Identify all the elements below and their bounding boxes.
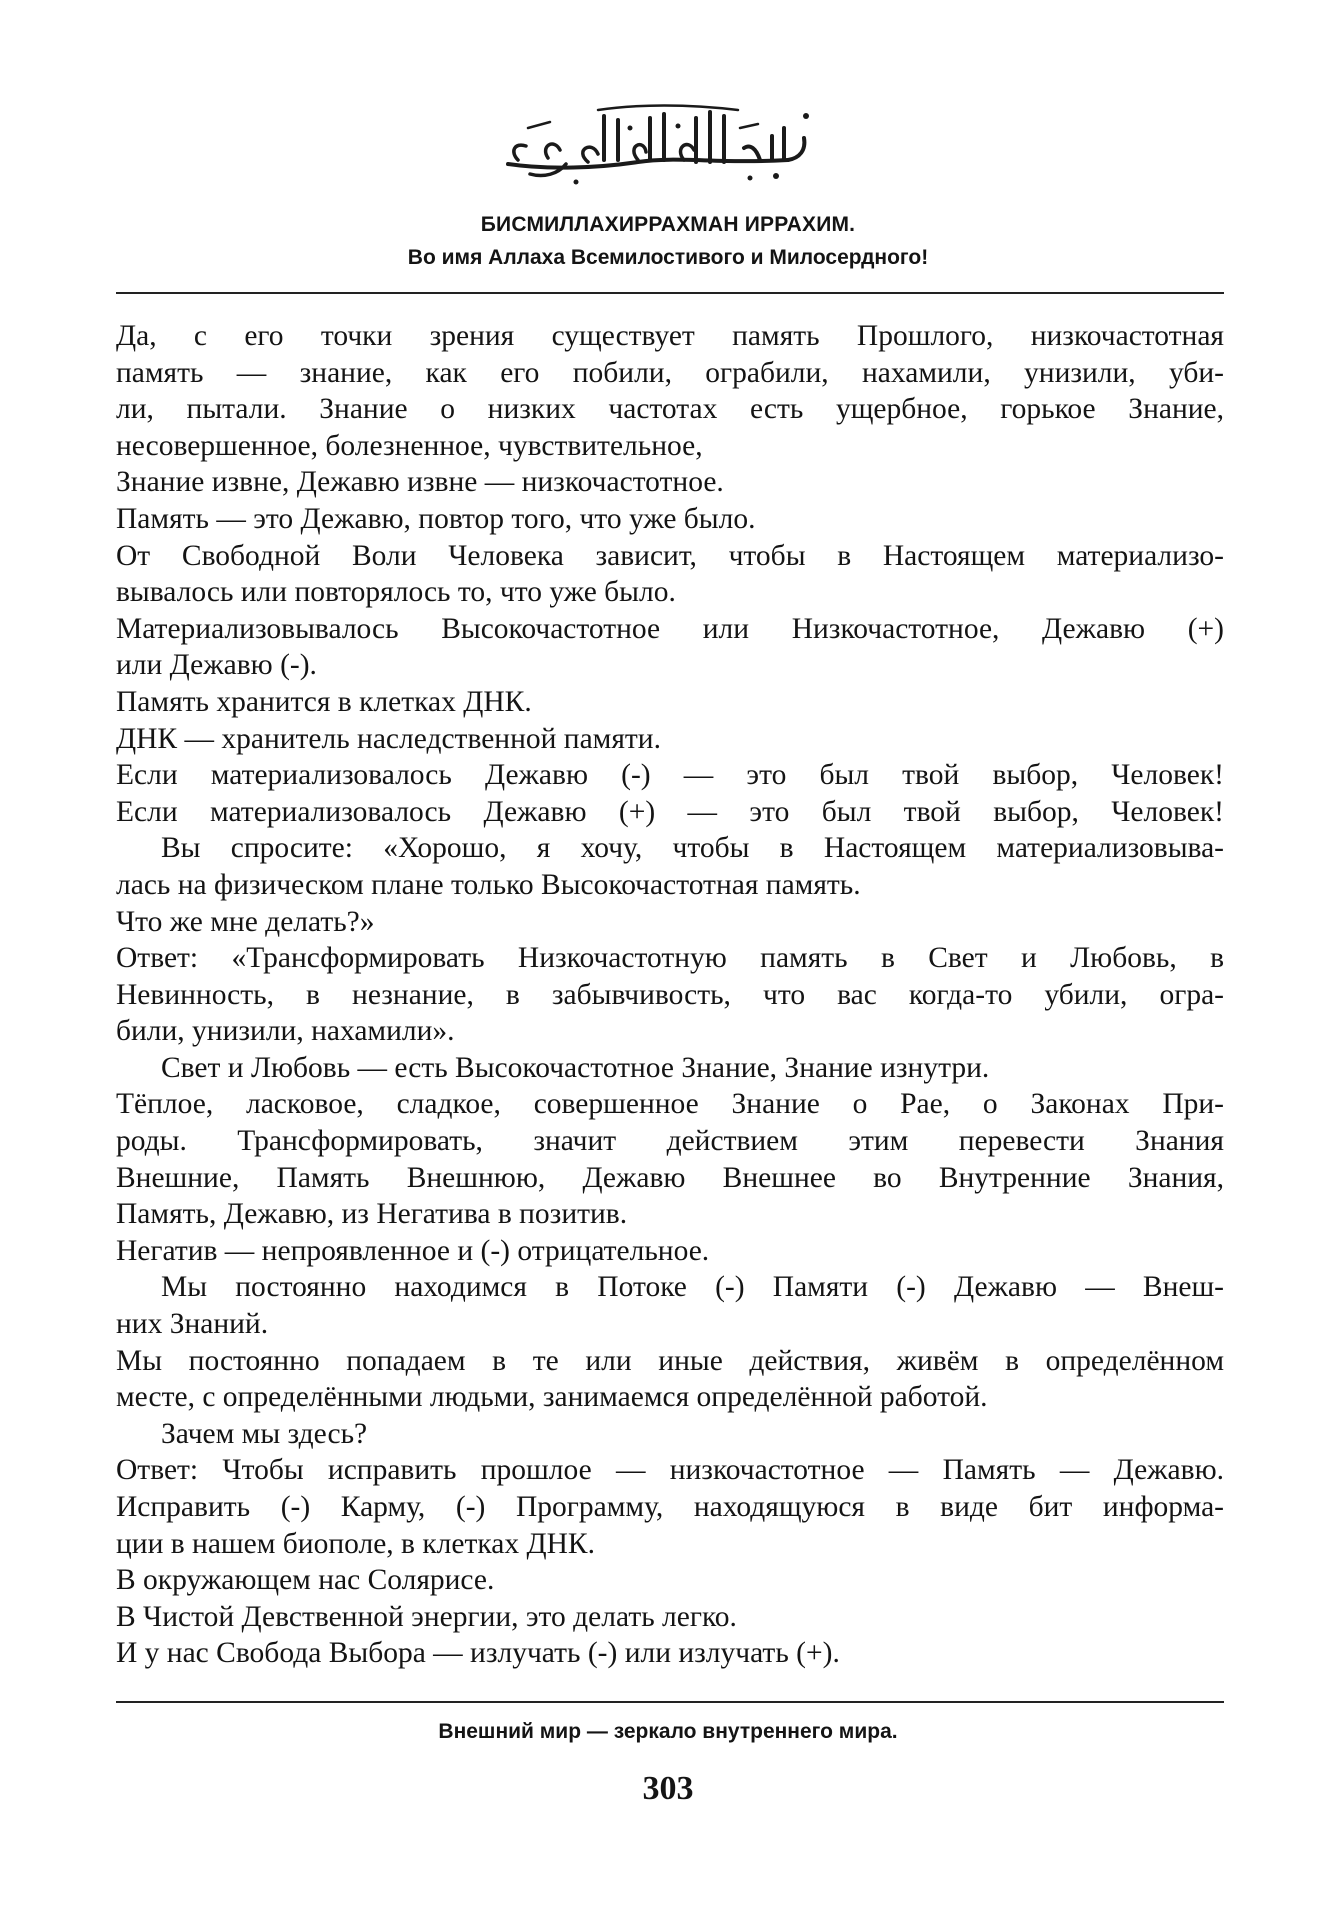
text-line: лась на физическом плане только Высокочастотная память. (116, 868, 861, 901)
text-line: От Свободной Воли Человека зависит, чтобы в Настоящем материализо- (116, 539, 1224, 572)
text-line: Материализовывалось Высокочастотное или Низкочастотное, Дежавю (+) (116, 612, 1224, 645)
page-number: 303 (642, 1770, 694, 1807)
text-line: Негатив — непроявленное и (-) отрицательное. (116, 1234, 710, 1267)
text-line: Память, Дежавю, из Негатива в позитив. (116, 1198, 628, 1231)
text-line: ли, пытали. Знание о низких частотах есть ущербное, горькое Знание, (116, 393, 1224, 426)
header-subtitle: Во имя Аллаха Всемилостивого и Милосердного! (407, 246, 929, 269)
text-line: Ответ: «Трансформировать Низкочастотную память в Свет и Любовь, в (116, 942, 1224, 975)
text-line: Тёплое, ласковое, сладкое, совершенное Знание о Рае, о Законах При- (116, 1088, 1224, 1121)
text-line: Если материализовалось Дежавю (+) — это был твой выбор, Человек! (116, 795, 1224, 828)
bismillah-calligraphy (488, 98, 828, 190)
bismillah-calligraphy-icon (488, 98, 828, 190)
text-line: Зачем мы здесь? (161, 1417, 368, 1450)
text-line: ДНК — хранитель наследственной памяти. (116, 722, 661, 755)
text-line: Невинность, в незнание, в забывчивость, что вас когда-то убили, огра- (116, 978, 1224, 1011)
text-line: Если материализовалось Дежавю (-) — это был твой выбор, Человек! (116, 759, 1224, 792)
text-line: били, унизили, нахамили». (116, 1015, 455, 1048)
text-line: память — знание, как его побили, ограбили, нахамили, унизили, уби- (116, 356, 1224, 389)
text-line: Память — это Дежавю, повтор того, что уже было. (116, 502, 756, 535)
text-line: несовершенное, болезненное, чувствительное, (116, 429, 703, 462)
text-line: Мы постоянно попадаем в те или иные действия, живём в определённом (116, 1344, 1224, 1377)
text-line: Знание извне, Дежавю извне — низкочастотное. (116, 466, 724, 499)
text-line: Внешние, Память Внешнюю, Дежавю Внешнее во Внутренние Знания, (116, 1161, 1224, 1194)
text-line: них Знаний. (116, 1308, 269, 1341)
text-line: Ответ: Чтобы исправить прошлое — низкочастотное — Память — Дежавю. (116, 1454, 1224, 1487)
footer-caption: Внешний мир — зеркало внутреннего мира. (438, 1720, 898, 1743)
header-title: БИСМИЛЛАХИРРАХМАН ИРРАХИМ. (480, 213, 856, 236)
text-line: Что же мне делать?» (116, 905, 375, 938)
text-line: Мы постоянно находимся в Потоке (-) Памяти (-) Дежавю — Внеш- (161, 1271, 1224, 1304)
text-line: Исправить (-) Карму, (-) Программу, находящуюся в виде бит информа- (116, 1491, 1224, 1523)
text-line: Да, с его точки зрения существует память Прошлого, низкочастотная (116, 320, 1224, 352)
top-divider (116, 292, 1224, 294)
text-line: или Дежавю (-). (116, 649, 317, 682)
text-line: Вы спросите: «Хорошо, я хочу, чтобы в Настоящем материализовыва- (161, 832, 1224, 865)
text-line: И у нас Свобода Выбора — излучать (-) или излучать (+). (116, 1637, 840, 1670)
text-line: В Чистой Девственной энергии, это делать легко. (116, 1600, 737, 1633)
text-line: роды. Трансформировать, значит действием этим перевести Знания (116, 1125, 1224, 1158)
text-line: вывалось или повторялось то, что уже было. (116, 576, 676, 609)
bottom-divider (116, 1701, 1224, 1703)
text-line: месте, с определёнными людьми, занимаемся определённой работой. (116, 1381, 988, 1414)
text-line: Свет и Любовь — есть Высокочастотное Знание, Знание изнутри. (161, 1051, 990, 1084)
body-text (116, 318, 1224, 1672)
text-line: В окружающем нас Солярисе. (116, 1564, 495, 1597)
text-line: ции в нашем биополе, в клетках ДНК. (116, 1527, 595, 1560)
text-line: Память хранится в клетках ДНК. (116, 685, 532, 718)
